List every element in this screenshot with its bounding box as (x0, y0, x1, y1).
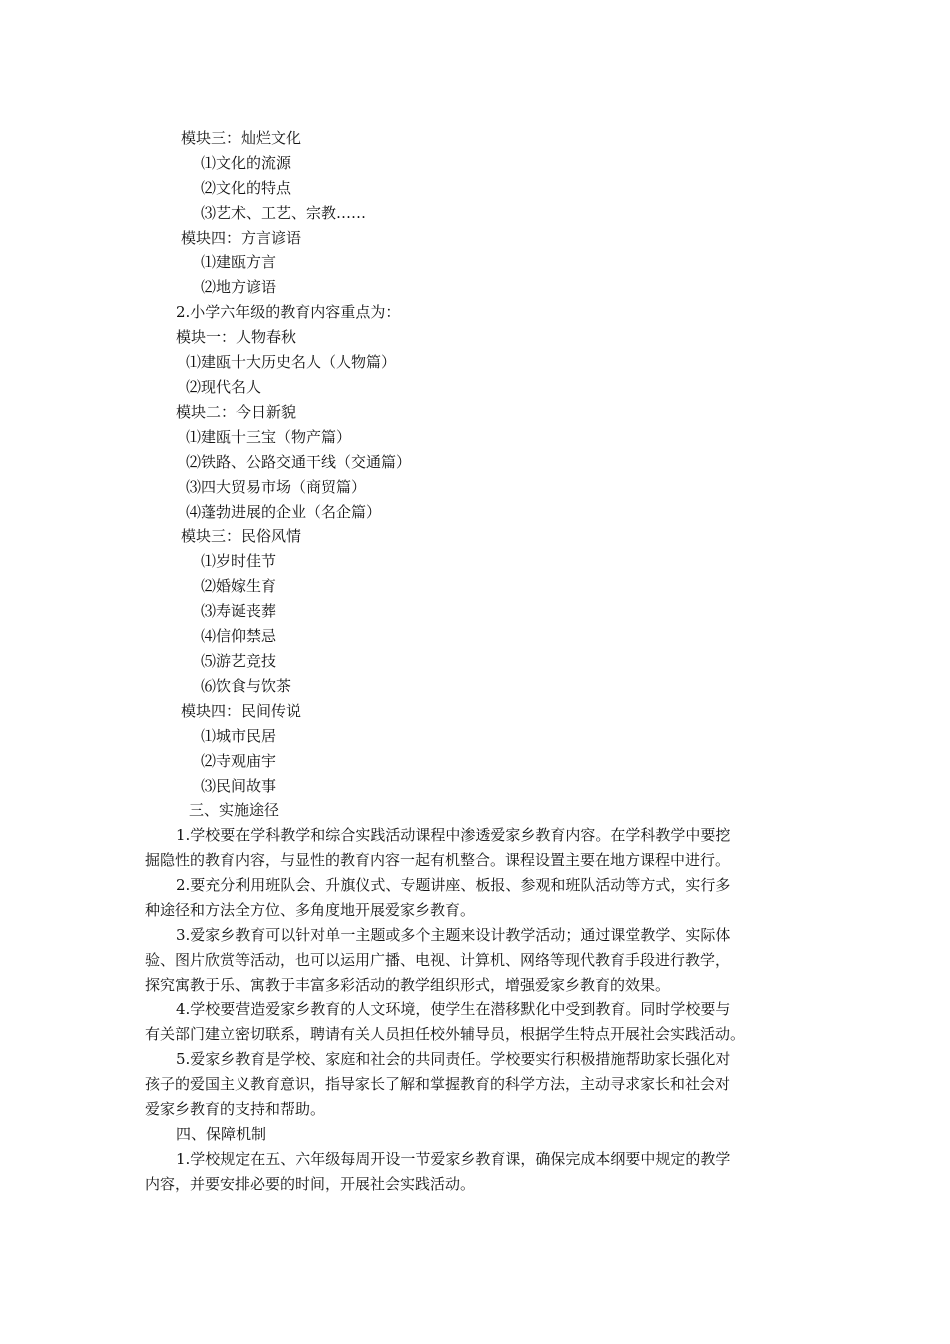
section-heading: 四、保障机制 (176, 1125, 267, 1143)
section-heading: 三、实施途径 (189, 801, 280, 819)
paragraph-line: 1.学校要在学科教学和综合实践活动课程中渗透爱家乡教育内容。在学科教学中要挖 (176, 826, 731, 844)
list-item: ⑶寿诞丧葬 (201, 602, 277, 620)
list-item: ⑴城市民居 (201, 727, 277, 745)
list-item: ⑸游艺竞技 (201, 652, 277, 670)
paragraph-line: 有关部门建立密切联系，聘请有关人员担任校外辅导员，根据学生特点开展社会实践活动。 (145, 1025, 746, 1043)
paragraph-line: 探究寓教于乐、寓教于丰富多彩活动的教学组织形式，增强爱家乡教育的效果。 (145, 976, 671, 994)
paragraph-line: 种途径和方法全方位、多角度地开展爱家乡教育。 (145, 901, 476, 919)
paragraph-line: 掘隐性的教育内容，与显性的教育内容一起有机整合。课程设置主要在地方课程中进行。 (145, 851, 731, 869)
list-item: ⑴文化的流源 (201, 154, 292, 172)
paragraph-line: 4.学校要营造爱家乡教育的人文环境，使学生在潜移默化中受到教育。同时学校要与 (176, 1000, 731, 1018)
list-item: ⑶民间故事 (201, 777, 277, 795)
list-item: ⑷蓬勃进展的企业（名企篇） (186, 503, 382, 521)
module-heading: 模块三：民俗风情 (181, 527, 302, 545)
list-item: ⑵现代名人 (186, 378, 262, 396)
paragraph-line: 1.学校规定在五、六年级每周开设一节爱家乡教育课，确保完成本纲要中规定的教学 (176, 1150, 731, 1168)
paragraph-line: 2.要充分利用班队会、升旗仪式、专题讲座、板报、参观和班队活动等方式，实行多 (176, 876, 731, 894)
paragraph-line: 验、图片欣赏等活动，也可以运用广播、电视、计算机、网络等现代教育手段进行教学， (145, 951, 731, 969)
module-heading: 模块二：今日新貌 (176, 403, 297, 421)
list-item: ⑴建瓯十大历史名人（人物篇） (186, 353, 397, 371)
paragraph-line: 爱家乡教育的支持和帮助。 (145, 1100, 326, 1118)
list-item: ⑵地方谚语 (201, 278, 277, 296)
module-heading: 模块一：人物春秋 (176, 328, 297, 346)
list-item: ⑴岁时佳节 (201, 552, 277, 570)
list-item: ⑵文化的特点 (201, 179, 292, 197)
list-item: ⑷信仰禁忌 (201, 627, 277, 645)
list-item: ⑹饮食与饮茶 (201, 677, 292, 695)
module-heading: 模块四：民间传说 (181, 702, 302, 720)
module-heading: 模块三：灿烂文化 (181, 129, 302, 147)
paragraph-line: 内容，并要安排必要的时间，开展社会实践活动。 (145, 1175, 476, 1193)
paragraph-line: 孩子的爱国主义教育意识，指导家长了解和掌握教育的科学方法，主动寻求家长和社会对 (145, 1075, 731, 1093)
paragraph-line: 5.爱家乡教育是学校、家庭和社会的共同责任。学校要实行积极措施帮助家长强化对 (176, 1050, 731, 1068)
list-item: ⑵铁路、公路交通干线（交通篇） (186, 453, 412, 471)
list-item: ⑴建瓯方言 (201, 253, 277, 271)
list-item: ⑴建瓯十三宝（物产篇） (186, 428, 352, 446)
list-item: ⑵婚嫁生育 (201, 577, 277, 595)
list-item: ⑵寺观庙宇 (201, 752, 277, 770)
module-heading: 模块四：方言谚语 (181, 229, 302, 247)
section-point: 2.小学六年级的教育内容重点为： (176, 303, 401, 321)
paragraph-line: 3.爱家乡教育可以针对单一主题或多个主题来设计教学活动；通过课堂教学、实际体 (176, 926, 731, 944)
list-item: ⑶四大贸易市场（商贸篇） (186, 478, 367, 496)
list-item: ⑶艺术、工艺、宗教…… (201, 204, 367, 222)
